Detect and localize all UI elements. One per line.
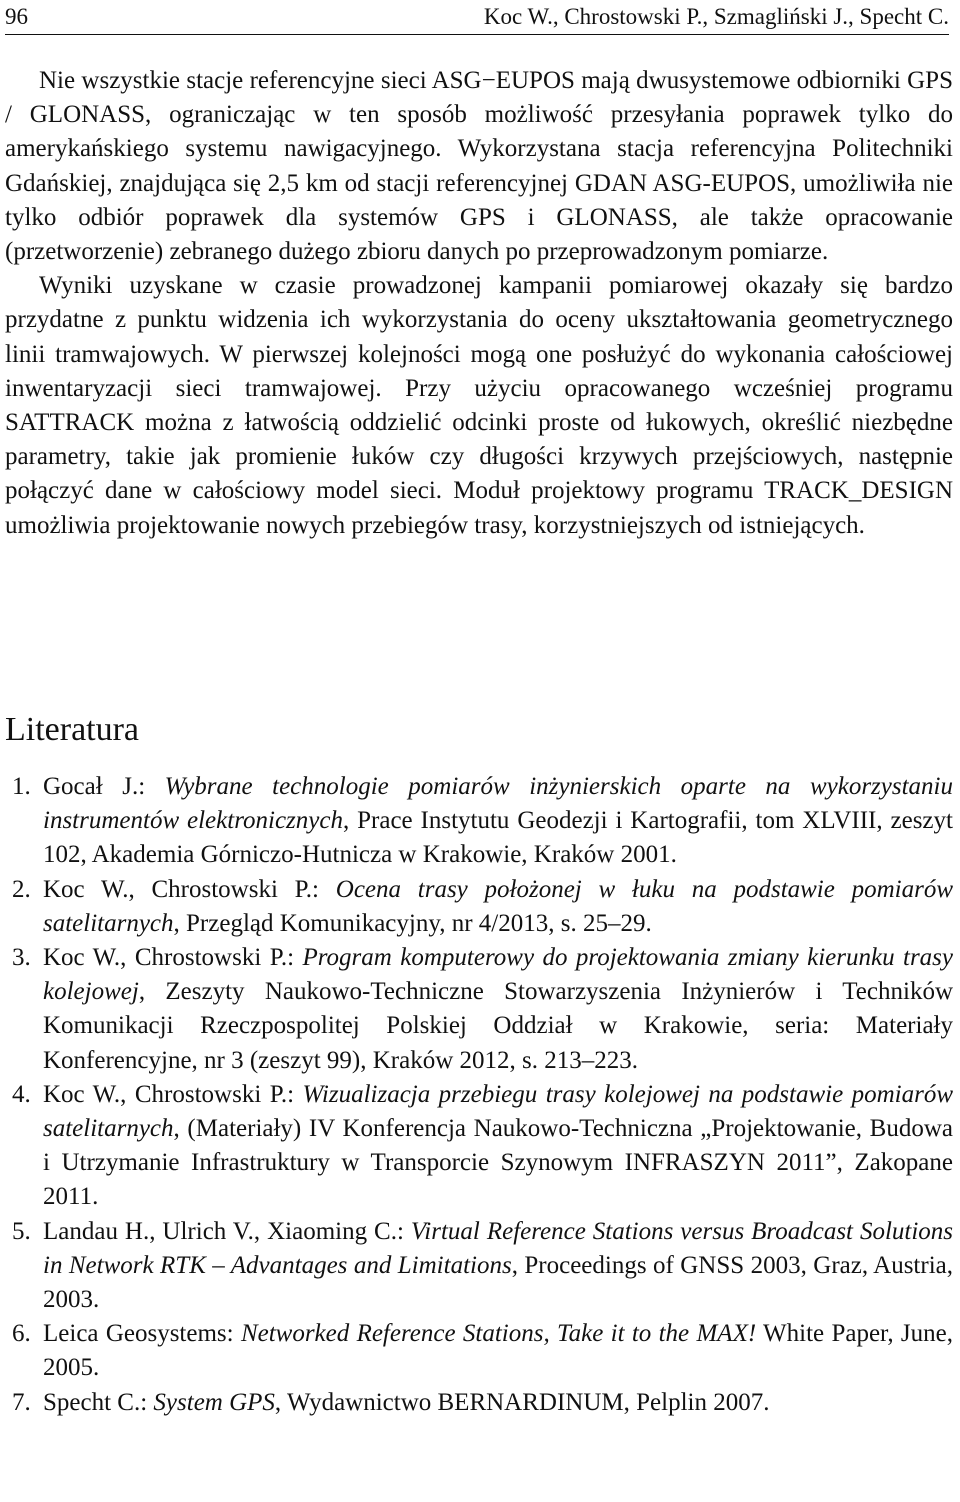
reference-number: 5. bbox=[12, 1217, 31, 1245]
reference-authors: Koc W., Chrostowski P.: bbox=[43, 944, 295, 972]
reference-authors: Gocał J.: bbox=[43, 773, 146, 800]
reference-details: , Prace Instytutu Geodezji i Kartografii, tom XLVIII, zeszyt 102, Akademia Górniczo-Hutnicza w Krakowie, Kraków 2001. bbox=[43, 807, 953, 869]
reference-title: Ocena trasy położonej w łuku na podstawie pomiarów satelitarnych bbox=[43, 875, 954, 937]
reference-details: , Wydawnictwo BERNARDINUM, Pelplin 2007. bbox=[274, 1388, 770, 1416]
reference-details: , (Materiały) IV Konferencja Naukowo-Techniczna „Projektowanie, Budowa i Utrzymanie Infrastruktury w Transporcie Szynowym INFRASZYN 2011”, Zakopane 2011. bbox=[43, 1115, 953, 1211]
reference-number: 7. bbox=[12, 1388, 31, 1416]
reference-list bbox=[12, 770, 953, 1420]
reference-item bbox=[12, 1078, 953, 1215]
reference-title: System GPS bbox=[153, 1388, 275, 1416]
reference-title: Wybrane technologie pomiarów inżynierskich oparte na wykorzystaniu instrumentów elektronicznych bbox=[43, 773, 953, 835]
reference-title: Program komputerowy do projektowania zmiany kierunku trasy kolejowej bbox=[43, 944, 954, 1006]
reference-number: 3. bbox=[12, 944, 31, 972]
header-authors: Koc W., Chrostowski P., Szmagliński J., Specht C. bbox=[483, 4, 949, 29]
reference-item bbox=[12, 1215, 953, 1318]
reference-authors: Leica Geosystems: bbox=[43, 1320, 234, 1348]
body-paragraph: Wyniki uzyskane w czasie prowadzonej kampanii pomiarowej okazały się bardzo przydatne z punktu widzenia ich wykorzystania do oceny ukształtowania geometrycznego linii tramwajowych. W pierwszej kolejności mogą one posłużyć do wykonania całościowej inwentaryzacji sieci tramwajowej. Przy użyciu opracowanego wcześniej programu SATTRACK można z łatwością oddzielić odcinki proste od łukowych, określić niezbędne parametry, takie jak promienie łuków czy długości krzywych przejściowych, następnie połączyć dane w całościowy model sieci. Moduł projektowy programu TRACK_DESIGN umożliwia projektowanie nowych przebiegów trasy, korzystniejszych od istniejących. bbox=[5, 272, 953, 539]
reference-authors: Koc W., Chrostowski P.: bbox=[43, 1080, 295, 1108]
reference-number: 1. bbox=[12, 773, 31, 800]
reference-authors: Landau H., Ulrich V., Xiaoming C.: bbox=[43, 1217, 404, 1245]
reference-title: Wizualizacja przebiegu trasy kolejowej na podstawie pomiarów satelitarnych bbox=[43, 1080, 954, 1143]
reference-title: Virtual Reference Stations versus Broadcast Solutions in Network RTK – Advantages and Limitations bbox=[43, 1217, 954, 1279]
reference-number: 2. bbox=[12, 875, 31, 903]
reference-item bbox=[12, 941, 953, 1078]
reference-number: 6. bbox=[12, 1320, 31, 1348]
reference-details: White Paper, June, 2005. bbox=[43, 1320, 954, 1382]
body-paragraph: Nie wszystkie stacje referencyjne sieci ASG−EUPOS mają dwusystemowe odbiorniki GPS / GLONASS, ograniczając w ten sposób możliwość przesyłania poprawek tylko do amerykańskiego systemu nawigacyjnego. Wykorzystana stacja referencyjna Politechniki Gdańskiej, znajdująca się 2,5 km od stacji referencyjnej GDAN ASG-EUPOS, umożliwiła nie tylko odbiór poprawek dla systemów GPS i GLONASS, ale także opracowanie (przetworzenie) zebranego dużego zbioru danych po przeprowadzonym pomiarze. bbox=[5, 67, 953, 266]
reference-item bbox=[12, 1317, 953, 1385]
reference-item bbox=[12, 873, 953, 941]
running-header bbox=[5, 2, 949, 35]
section-heading: Literatura bbox=[5, 711, 140, 748]
reference-details: , Proceedings of GNSS 2003, Graz, Austria, 2003. bbox=[43, 1251, 953, 1314]
reference-title: Networked Reference Stations, Take it to the MAX! bbox=[240, 1320, 757, 1348]
page-number: 96 bbox=[5, 4, 28, 29]
reference-details: , Zeszyty Naukowo-Techniczne Stowarzyszenia Inżynierów i Techników Komunikacji Rzeczpospolitej Polskiej Oddział w Krakowie, seria: Materiały Konferencyjne, nr 3 (zeszyt 99), Kraków 2012, s. 213–223. bbox=[43, 978, 953, 1074]
reference-details: , Przegląd Komunikacyjny, nr 4/2013, s. 25–29. bbox=[173, 909, 652, 937]
body-text bbox=[5, 64, 953, 543]
reference-item bbox=[12, 770, 953, 873]
reference-item bbox=[12, 1386, 953, 1420]
reference-number: 4. bbox=[12, 1080, 31, 1108]
reference-authors: Specht C.: bbox=[43, 1388, 148, 1416]
reference-authors: Koc W., Chrostowski P.: bbox=[43, 875, 319, 903]
